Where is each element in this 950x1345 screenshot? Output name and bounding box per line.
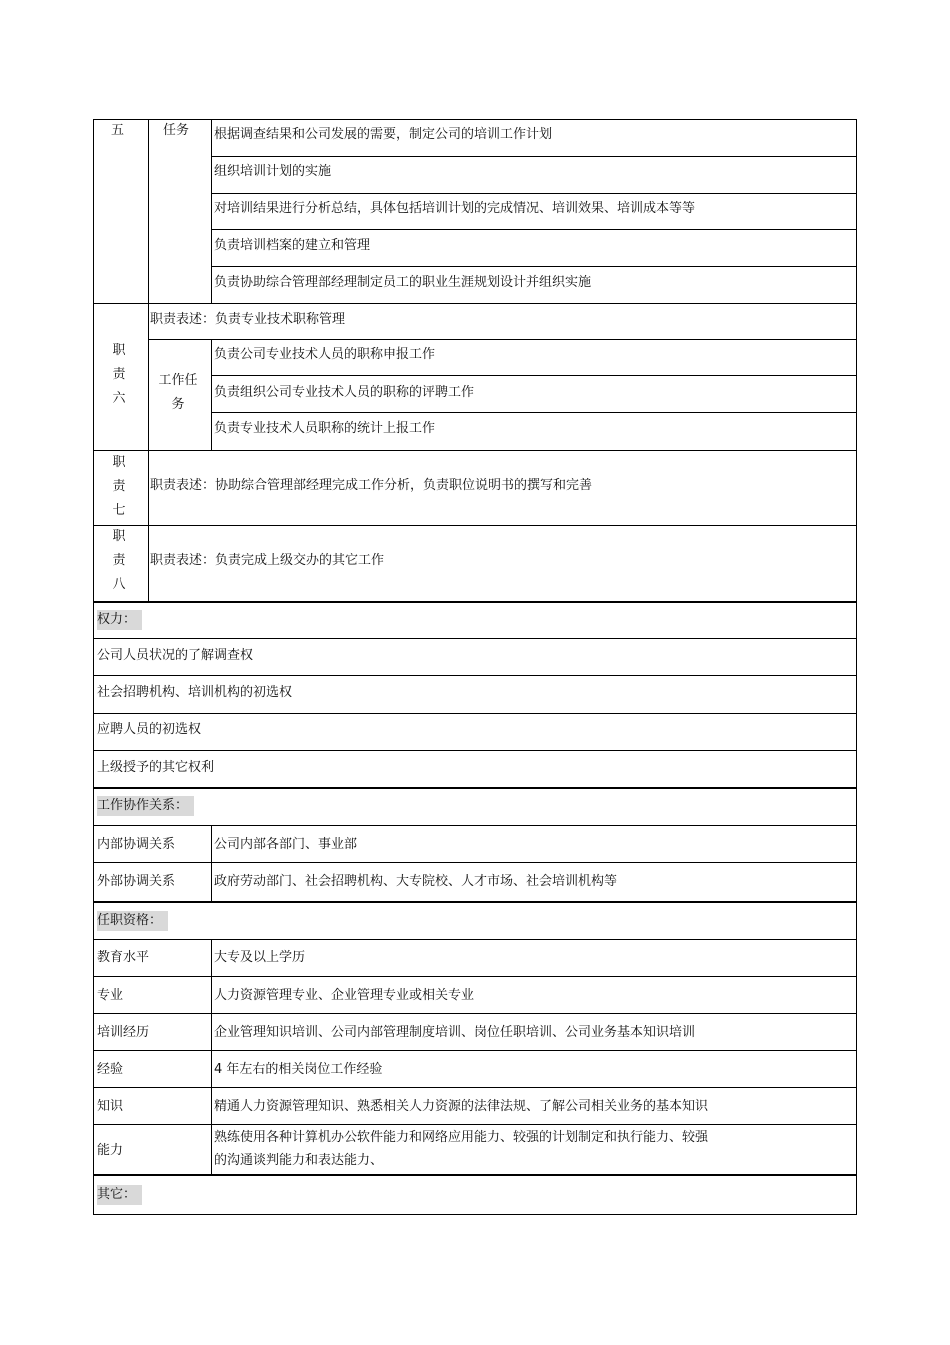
row-label: 培训经历 — [97, 1025, 150, 1040]
task-item: 组织培训计划的实施 — [214, 164, 332, 179]
divider — [94, 450, 856, 451]
task-item: 负责专业技术人员职称的统计上报工作 — [214, 421, 436, 436]
other-header — [95, 1185, 142, 1205]
divider — [94, 303, 856, 304]
authority-header — [95, 610, 142, 630]
duty-label: 职责七 — [112, 455, 126, 518]
row-value: 政府劳动部门、社会招聘机构、大专院校、人才市场、社会培训机构等 — [214, 874, 618, 889]
divider — [94, 638, 856, 639]
divider — [211, 156, 856, 157]
task-item: 负责培训档案的建立和管理 — [214, 238, 371, 253]
duty-label: 职责八 — [112, 529, 126, 592]
section-border — [94, 1174, 856, 1176]
divider — [94, 525, 856, 526]
row-value: 大专及以上学历 — [214, 950, 306, 965]
divider — [211, 412, 856, 413]
row-value: 人力资源管理专业、企业管理专业或相关专业 — [214, 988, 475, 1003]
row-label: 教育水平 — [97, 950, 150, 965]
divider — [94, 939, 856, 940]
table-top-border — [94, 119, 856, 120]
task-label: 任务 — [163, 123, 190, 138]
divider — [148, 119, 149, 303]
authority-item: 上级授予的其它权利 — [97, 760, 215, 775]
section-header-label: 任职资格： — [97, 911, 168, 931]
section-border — [94, 901, 856, 903]
divider — [94, 1013, 856, 1014]
divider — [94, 1087, 856, 1088]
task-item: 对培训结果进行分析总结，具体包括培训计划的完成情况、培训效果、培训成本等等 — [214, 201, 696, 216]
duty-description: 职责表述：协助综合管理部经理完成工作分析，负责职位说明书的撰写和完善 — [150, 478, 593, 493]
cooperation-header — [95, 796, 194, 816]
row-label: 能力 — [97, 1143, 124, 1158]
divider — [211, 119, 212, 303]
row-value: 4 年左右的相关岗位工作经验 — [214, 1062, 383, 1077]
authority-item: 社会招聘机构、培训机构的初选权 — [97, 685, 293, 700]
divider — [94, 862, 856, 863]
task-item: 根据调查结果和公司发展的需要，制定公司的培训工作计划 — [214, 127, 553, 142]
row-value-line: 熟练使用各种计算机办公软件能力和网络应用能力、较强的计划制定和执行能力、较强 — [214, 1130, 709, 1145]
authority-item: 应聘人员的初选权 — [97, 722, 202, 737]
divider — [94, 825, 856, 826]
divider — [211, 825, 212, 901]
divider — [211, 229, 856, 230]
row-value-line: 的沟通谈判能力和表达能力、 — [214, 1153, 384, 1168]
section-border — [94, 601, 856, 603]
divider — [94, 675, 856, 676]
authority-item: 公司人员状况的了解调查权 — [97, 648, 254, 663]
divider — [211, 375, 856, 376]
duty-description: 职责表述：负责完成上级交办的其它工作 — [150, 553, 385, 568]
divider — [148, 303, 149, 450]
section-header-label: 其它： — [97, 1185, 142, 1205]
divider — [211, 939, 212, 1174]
job-description-table — [93, 119, 857, 1215]
row-label: 专业 — [97, 988, 124, 1003]
duty-number: 五 — [111, 123, 125, 138]
section-header-label: 权力： — [97, 610, 142, 630]
task-item: 负责组织公司专业技术人员的职称的评聘工作 — [214, 385, 475, 400]
divider — [94, 976, 856, 977]
divider — [94, 1050, 856, 1051]
divider — [148, 339, 856, 340]
row-value: 精通人力资源管理知识、熟悉相关人力资源的法律法规、了解公司相关业务的基本知识 — [214, 1099, 709, 1114]
divider — [94, 713, 856, 714]
section-header-label: 工作协作关系： — [97, 796, 194, 816]
row-label: 知识 — [97, 1099, 124, 1114]
qualifications-header — [95, 911, 168, 931]
section-border — [94, 787, 856, 789]
task-item: 负责协助综合管理部经理制定员工的职业生涯规划设计并组织实施 — [214, 275, 592, 290]
work-task-label: 工作任务 — [158, 373, 198, 412]
row-label: 经验 — [97, 1062, 124, 1077]
divider — [211, 339, 212, 450]
task-item: 负责公司专业技术人员的职称申报工作 — [214, 347, 436, 362]
duty-label: 职责六 — [112, 343, 126, 406]
duty-description: 职责表述：负责专业技术职称管理 — [150, 312, 346, 327]
row-value: 公司内部各部门、事业部 — [214, 837, 358, 852]
row-value: 企业管理知识培训、公司内部管理制度培训、岗位任职培训、公司业务基本知识培训 — [214, 1025, 696, 1040]
row-label: 外部协调关系 — [97, 874, 176, 889]
divider — [94, 1124, 856, 1125]
divider — [211, 193, 856, 194]
divider — [94, 750, 856, 751]
row-label: 内部协调关系 — [97, 837, 176, 852]
divider — [211, 266, 856, 267]
